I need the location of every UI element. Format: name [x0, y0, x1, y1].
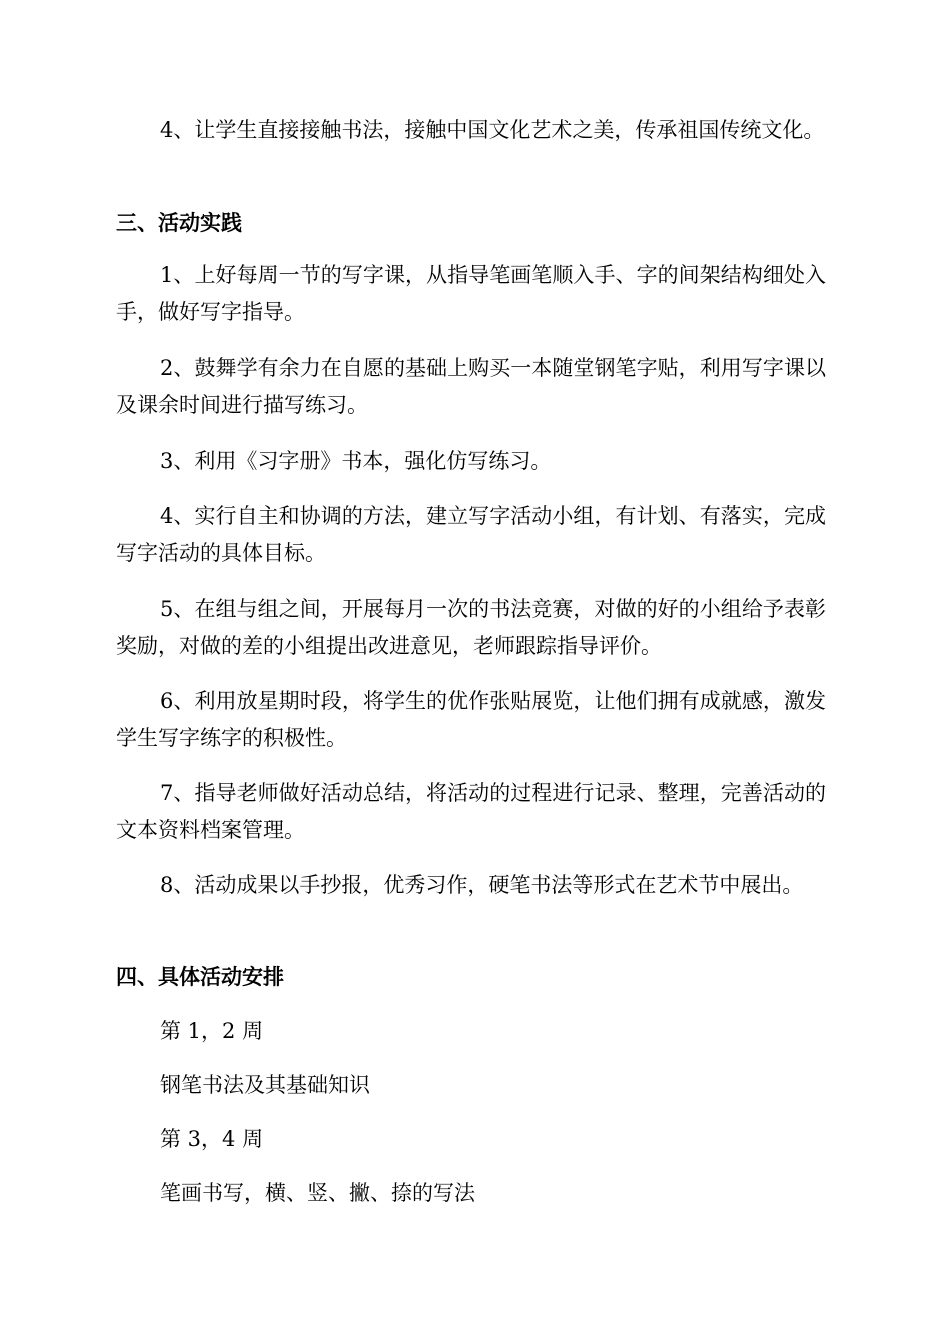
schedule-topic-2: 笔画书写，横、竖、撇、捺的写法 — [160, 1181, 475, 1205]
practice-item-1: 1、上好每周一节的写字课，从指导笔画笔顺入手、字的间架结构细处入手，做好写字指导。 — [116, 263, 826, 324]
intro-item-4: 4、让学生直接接触书法，接触中国文化艺术之美，传承祖国传统文化。 — [160, 118, 825, 142]
practice-item-5: 5、在组与组之间，开展每月一次的书法竞赛，对做的好的小组给予表彰奖励，对做的差的小组提出改进意见，老师跟踪指导评价。 — [116, 597, 826, 658]
practice-item-2: 2、鼓舞学有余力在自愿的基础上购买一本随堂钢笔字贴，利用写字课以及课余时间进行描写练习。 — [116, 356, 826, 417]
practice-item-3: 3、利用《习字册》书本，强化仿写练习。 — [160, 449, 552, 473]
schedule-topic-1: 钢笔书法及其基础知识 — [160, 1073, 370, 1097]
practice-item-8: 8、活动成果以手抄报，优秀习作，硬笔书法等形式在艺术节中展出。 — [160, 873, 804, 897]
practice-item-7: 7、指导老师做好活动总结，将活动的过程进行记录、整理，完善活动的文本资料档案管理。 — [116, 781, 826, 842]
schedule-week-1: 第 1，2 周 — [160, 1019, 264, 1043]
practice-item-4: 4、实行自主和协调的方法，建立写字活动小组，有计划、有落实，完成写字活动的具体目标。 — [116, 504, 826, 565]
section-heading-activity-practice: 三、活动实践 — [116, 210, 242, 235]
section-heading-schedule: 四、具体活动安排 — [116, 964, 284, 989]
practice-item-6: 6、利用放星期时段，将学生的优作张贴展览，让他们拥有成就感，激发学生写字练字的积极性。 — [116, 689, 826, 750]
schedule-week-2: 第 3，4 周 — [160, 1127, 264, 1151]
